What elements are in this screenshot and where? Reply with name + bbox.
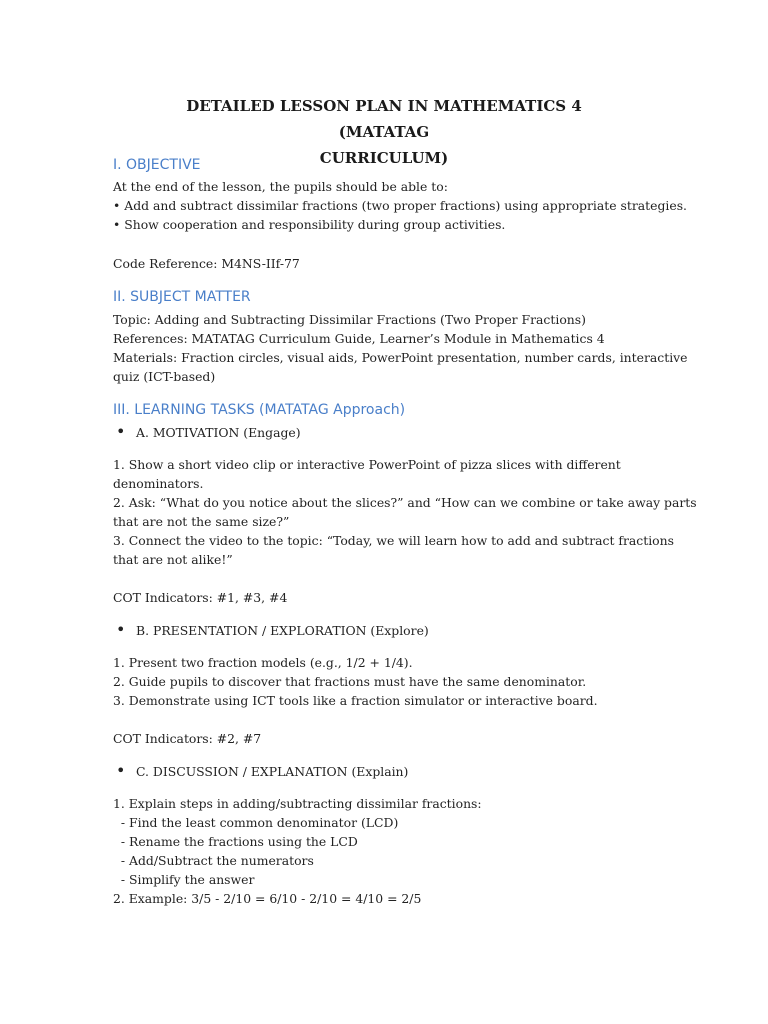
objective-item: • Add and subtract dissimilar fractions (two proper fractions) using appropriate strategies. xyxy=(113,198,687,213)
motivation-label: A. MOTIVATION (Engage) xyxy=(136,425,301,440)
motivation-cot: COT Indicators: #1, #3, #4 xyxy=(113,590,288,605)
motivation-line: that are not the same size?” xyxy=(113,514,290,529)
bullet-icon: • xyxy=(116,620,126,639)
objective-heading: I. OBJECTIVE xyxy=(113,157,201,173)
motivation-line: that are not alike!” xyxy=(113,552,233,567)
discussion-line: - Rename the fractions using the LCD xyxy=(113,834,358,849)
title-line-2: CURRICULUM) xyxy=(319,149,449,167)
presentation-line: 1. Present two fraction models (e.g., 1/2 + 1/4). xyxy=(113,655,413,670)
learning-tasks-heading: III. LEARNING TASKS (MATATAG Approach) xyxy=(113,402,406,418)
discussion-line: - Add/Subtract the numerators xyxy=(113,853,314,868)
presentation-label: B. PRESENTATION / EXPLORATION (Explore) xyxy=(136,623,429,638)
motivation-line: 3. Connect the video to the topic: “Today, we will learn how to add and subtract fractions xyxy=(113,533,674,548)
document-title xyxy=(150,93,618,171)
discussion-line: - Find the least common denominator (LCD) xyxy=(113,815,399,830)
motivation-line: denominators. xyxy=(113,476,204,491)
presentation-cot: COT Indicators: #2, #7 xyxy=(113,731,262,746)
bullet-icon: • xyxy=(116,761,126,780)
motivation-line: 1. Show a short video clip or interactive PowerPoint of pizza slices with different xyxy=(113,457,621,472)
subject-matter-line: References: MATATAG Curriculum Guide, Learner’s Module in Mathematics 4 xyxy=(113,331,605,346)
subject-matter-line: quiz (ICT-based) xyxy=(113,369,216,384)
motivation-line: 2. Ask: “What do you notice about the slices?” and “How can we combine or take away parts xyxy=(113,495,697,510)
presentation-line: 3. Demonstrate using ICT tools like a fraction simulator or interactive board. xyxy=(113,693,598,708)
code-reference: Code Reference: M4NS-IIf-77 xyxy=(113,256,300,271)
objective-item: • Show cooperation and responsibility during group activities. xyxy=(113,217,506,232)
discussion-label: C. DISCUSSION / EXPLANATION (Explain) xyxy=(136,764,409,779)
subject-matter-heading: II. SUBJECT MATTER xyxy=(113,289,251,305)
subject-matter-line: Topic: Adding and Subtracting Dissimilar Fractions (Two Proper Fractions) xyxy=(113,312,586,327)
discussion-line: 2. Example: 3/5 - 2/10 = 6/10 - 2/10 = 4/10 = 2/5 xyxy=(113,891,422,906)
presentation-line: 2. Guide pupils to discover that fractions must have the same denominator. xyxy=(113,674,587,689)
objective-intro: At the end of the lesson, the pupils should be able to: xyxy=(113,179,448,194)
discussion-line: - Simplify the answer xyxy=(113,872,255,887)
discussion-line: 1. Explain steps in adding/subtracting dissimilar fractions: xyxy=(113,796,482,811)
subject-matter-line: Materials: Fraction circles, visual aids, PowerPoint presentation, number cards, interactive xyxy=(113,350,688,365)
bullet-icon: • xyxy=(116,422,126,441)
title-line-1: DETAILED LESSON PLAN IN MATHEMATICS 4 (MATATAG xyxy=(186,97,582,141)
